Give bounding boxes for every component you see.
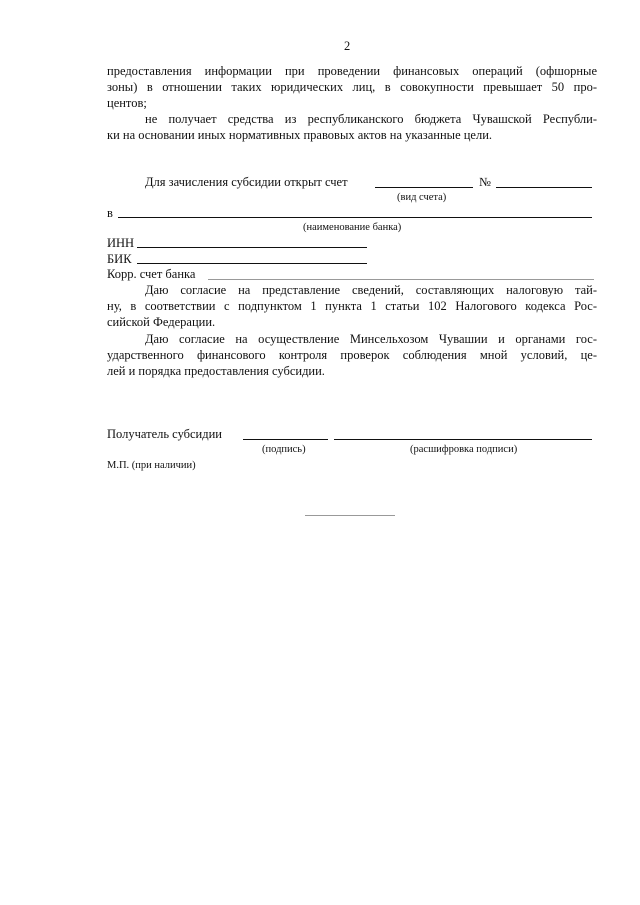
account-label: Для зачисления субсидии открыт счет bbox=[145, 175, 348, 189]
signature-decode-line bbox=[334, 439, 592, 440]
paragraph-1-line-1: предоставления информации при проведении финансовых операций (офшорные bbox=[107, 64, 597, 78]
paragraph-1-line-2: зоны) в отношении таких юридических лиц, в совокупности превышает 50 про- bbox=[107, 80, 597, 94]
bank-name-line bbox=[118, 217, 592, 218]
consent-1-line-3: сийской Федерации. bbox=[107, 315, 216, 329]
account-number-line bbox=[496, 187, 592, 188]
inn-label: ИНН bbox=[107, 236, 135, 250]
consent-2-line-1: Даю согласие на осуществление Минсельхозом Чувашии и органами гос- bbox=[145, 332, 597, 346]
corr-account-label: Корр. счет банка bbox=[107, 267, 196, 281]
stamp-label: М.П. (при наличии) bbox=[107, 460, 196, 471]
paragraph-2-line-1: не получает средства из республиканского бюджета Чувашской Республи- bbox=[145, 112, 597, 126]
consent-1-line-2: ну, в соответствии с подпунктом 1 пункта 1 статьи 102 Налогового кодекса Рос- bbox=[107, 299, 597, 313]
consent-1-line-1: Даю согласие на представление сведений, составляющих налоговую тай- bbox=[145, 283, 597, 297]
consent-2-line-3: лей и порядка предоставления субсидии. bbox=[107, 364, 325, 378]
end-divider bbox=[305, 515, 395, 516]
page-number: 2 bbox=[344, 39, 351, 53]
recipient-label: Получатель субсидии bbox=[107, 427, 222, 441]
corr-account-line bbox=[208, 279, 594, 280]
signature-decode-caption: (расшифровка подписи) bbox=[410, 444, 518, 455]
bank-name-caption: (наименование банка) bbox=[303, 222, 402, 233]
account-type-line bbox=[375, 187, 473, 188]
inn-line bbox=[137, 247, 367, 248]
consent-2-line-2: ударственного финансового контроля проверок соблюдения мной условий, це- bbox=[107, 348, 597, 362]
bik-label: БИК bbox=[107, 252, 132, 266]
bank-prefix: в bbox=[107, 206, 113, 220]
paragraph-2-line-2: ки на основании иных нормативных правовых актов на указанные цели. bbox=[107, 128, 493, 142]
signature-caption: (подпись) bbox=[262, 444, 306, 455]
bik-line bbox=[137, 263, 367, 264]
account-type-caption: (вид счета) bbox=[397, 192, 447, 203]
number-sign: № bbox=[479, 175, 491, 189]
signature-line bbox=[243, 439, 328, 440]
paragraph-1-line-3: центов; bbox=[107, 96, 147, 110]
